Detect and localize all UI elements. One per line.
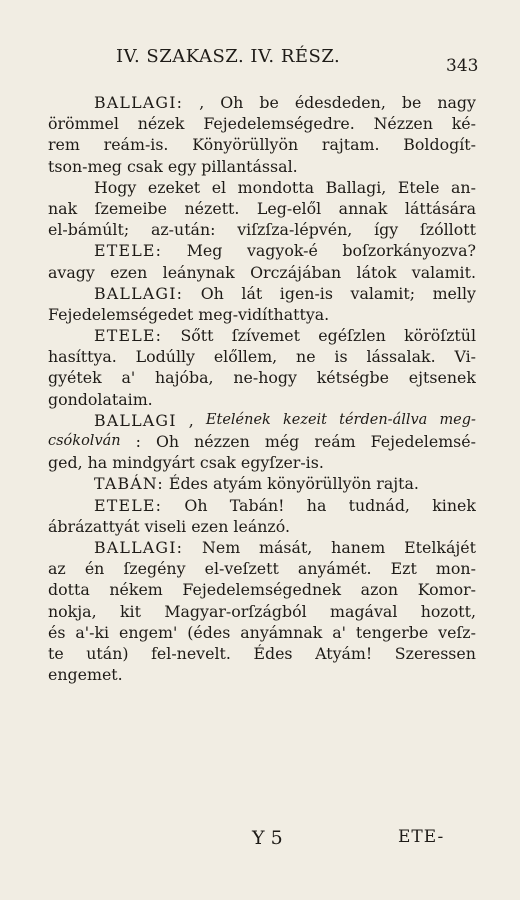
line-text: ejtsenek [408, 368, 476, 388]
line-text: Oh [200, 283, 224, 303]
line-text: nézett. [184, 198, 240, 218]
line-text: boſzorkányozva? [342, 241, 476, 261]
signature-mark: Y 5 [252, 827, 283, 849]
line-text: ne [296, 347, 316, 367]
line-text: láttására [404, 198, 476, 218]
text-line [48, 622, 476, 643]
line-text: be [259, 93, 279, 112]
speaker-name: BALLAGI: [94, 93, 184, 112]
line-text: Édes [253, 643, 293, 663]
line-text: a'-ki [75, 622, 110, 642]
speaker-name: BALLAGI [94, 410, 177, 430]
line-text: te [48, 643, 64, 663]
line-text: Fejedelemsé- [370, 432, 476, 451]
line-text: mondotta [237, 177, 315, 197]
line-text: el [211, 177, 227, 197]
line-text: nékem [109, 580, 163, 600]
text-line [48, 92, 476, 113]
text-line [48, 283, 476, 304]
line-text: hasíttya. [48, 347, 117, 367]
line-text: még [264, 432, 300, 451]
page-footer [0, 827, 520, 857]
text-line [48, 389, 476, 410]
line-text: Sőtt [180, 326, 214, 346]
line-text: nézzen [194, 432, 250, 451]
line-text: : [135, 432, 141, 451]
line-text: köröſztül [404, 326, 476, 346]
text-line [48, 325, 476, 346]
speaker-name: BALLAGI: [94, 537, 184, 557]
line-text: ezeket [147, 177, 201, 197]
line-text: örömmel [48, 114, 119, 134]
line-text: Nem [202, 537, 241, 557]
line-text: Édes atyám könyörüllyön rajta. [163, 474, 419, 494]
text-line [48, 262, 476, 283]
line-text: ezen [110, 262, 148, 282]
text-line [48, 113, 476, 134]
running-head: IV. SZAKASZ. IV. RÉSZ. [116, 46, 341, 67]
text-line [48, 431, 476, 452]
speaker-name: ETELE: [94, 326, 163, 346]
text-line [48, 537, 476, 558]
line-text: el-veſzett [204, 559, 279, 579]
text-line [48, 579, 476, 600]
line-text: ſzívemet [231, 326, 300, 346]
line-text: reám-is. [103, 135, 169, 155]
line-text: nézek [137, 114, 185, 134]
text-line [48, 601, 476, 622]
line-text: tudnád, [348, 495, 410, 515]
line-text: Oh [184, 495, 208, 515]
line-text: (édes [187, 622, 231, 642]
line-text: melly [432, 283, 476, 303]
text-line [48, 346, 476, 367]
line-text: mon- [435, 559, 476, 579]
speaker-name: ETELE: [94, 241, 163, 261]
line-text: avagy [48, 262, 95, 282]
line-text: reám [314, 432, 356, 451]
line-text: Etele [397, 177, 440, 197]
line-text: Könyörüllyön [192, 135, 299, 155]
line-text: egéſzlen [318, 326, 386, 346]
text-line [48, 367, 476, 388]
line-text: Hogy [94, 177, 137, 197]
stage-direction: térden-állva [339, 411, 428, 428]
line-text: látok [356, 262, 397, 282]
line-text: , [188, 410, 194, 430]
line-text: hanem [331, 537, 386, 557]
text-line [48, 452, 476, 473]
line-text: annak [338, 198, 388, 218]
line-text: gondolataim. [48, 389, 153, 409]
stage-direction: kezeit [282, 411, 328, 428]
line-text: Vi- [454, 347, 476, 367]
text-line [48, 558, 476, 579]
line-text: kétségbe [316, 368, 390, 388]
line-text: ged, ha mindgyárt csak egyſzer-is. [48, 453, 324, 473]
line-text: Komor- [417, 580, 476, 600]
line-text: is [334, 347, 348, 367]
line-text: Meg [186, 241, 223, 261]
line-text: hozott, [420, 601, 476, 621]
line-text: rajtam. [321, 135, 380, 155]
line-text: előllem, [213, 347, 278, 367]
line-text: Fejedelemségedet meg-vidíthattya. [48, 304, 330, 324]
speaker-name: ETELE: [94, 495, 163, 515]
line-text: valamit; [350, 283, 416, 303]
line-text: így [374, 220, 399, 240]
line-text: ſzemeibe [94, 198, 168, 218]
line-text: édesdeden, [294, 93, 386, 112]
text-line [48, 219, 476, 240]
line-text: kinek [432, 495, 476, 515]
line-text: Atyám! [315, 643, 373, 663]
text-line [48, 495, 476, 516]
speaker-name: TABÁN: [94, 474, 164, 494]
line-text: hajóba, [154, 368, 214, 388]
line-text: ſzegény [123, 559, 186, 579]
text-line [48, 134, 476, 155]
line-text: ne-hogy [233, 368, 297, 388]
line-text: lássalak. [366, 347, 436, 367]
line-text: Boldogít- [403, 135, 476, 155]
stage-direction: Etelének [205, 411, 271, 428]
line-text: Szeressen [394, 643, 476, 663]
line-text: a' [121, 368, 136, 388]
line-text: mását, [259, 537, 313, 557]
line-text: Tabán! [229, 495, 285, 515]
text-line [48, 473, 476, 494]
body-text [48, 92, 476, 685]
line-text: gyétek [48, 368, 102, 388]
catchword: ETE- [398, 827, 445, 847]
line-text: után) [86, 643, 129, 663]
line-text: ábrázattyát viseli ezen leánzó. [48, 516, 290, 536]
speaker-name: BALLAGI: [94, 283, 184, 303]
line-text: magával [330, 601, 398, 621]
line-text: tson-meg csak egy pillantással. [48, 156, 298, 176]
line-text: an- [451, 177, 476, 197]
text-line [48, 304, 476, 325]
line-text: engemet. [48, 665, 123, 685]
line-text: tengerbe [355, 622, 429, 642]
line-text: anyámnak [240, 622, 323, 642]
text-line [48, 240, 476, 261]
line-text: ſzóllott [419, 220, 476, 240]
line-text: Fejedelemségedre. [203, 114, 355, 134]
line-text: lát [241, 283, 263, 303]
line-text: valamit. [411, 262, 476, 282]
line-text: Oh [155, 432, 180, 451]
text-line [48, 177, 476, 198]
line-text: Orczájában [250, 262, 342, 282]
line-text: Etelkájét [404, 537, 476, 557]
line-text: ké- [451, 114, 476, 134]
line-text: nokja, [48, 601, 97, 621]
line-text: el-bámúlt; [48, 220, 130, 240]
line-text: , [199, 93, 205, 112]
line-text: Leg-elől [256, 198, 322, 218]
line-text: nak [48, 198, 78, 218]
line-text: viſzſza-lépvén, [237, 220, 353, 240]
line-text: azon [360, 580, 399, 600]
line-text: engem' [119, 622, 178, 642]
stage-direction: meg- [439, 411, 476, 428]
line-text: veſz- [438, 622, 476, 642]
text-line [48, 410, 476, 431]
line-text: vagyok-é [246, 241, 318, 261]
line-text: az [48, 559, 66, 579]
line-text: dotta [48, 580, 90, 600]
line-text: Fejedelemségednek [182, 580, 342, 600]
text-line [48, 198, 476, 219]
text-line [48, 156, 476, 177]
stage-direction: csókolván [48, 433, 121, 449]
line-text: anyámét. [297, 559, 372, 579]
line-text: én [84, 559, 105, 579]
line-text: nagy [437, 93, 476, 112]
line-text: és [48, 622, 66, 642]
line-text: fel-nevelt. [151, 643, 231, 663]
line-text: kit [119, 601, 141, 621]
line-text: a' [332, 622, 346, 642]
line-text: be [401, 93, 422, 112]
text-line [48, 516, 476, 537]
line-text: Magyar-orſzágból [164, 601, 307, 621]
page-header [0, 46, 520, 76]
line-text: leánynak [162, 262, 235, 282]
line-text: ha [306, 495, 327, 515]
line-text: igen-is [279, 283, 333, 303]
text-line [48, 643, 476, 664]
line-text: Lodúlly [135, 347, 195, 367]
page-number: 343 [446, 56, 479, 76]
line-text: az-után: [150, 220, 216, 240]
line-text: Nézzen [373, 114, 433, 134]
line-text: Oh [220, 93, 244, 112]
line-text: Ballagi, [325, 177, 387, 197]
text-line [48, 664, 476, 685]
line-text: Ezt [390, 559, 417, 579]
line-text: rem [48, 135, 80, 155]
